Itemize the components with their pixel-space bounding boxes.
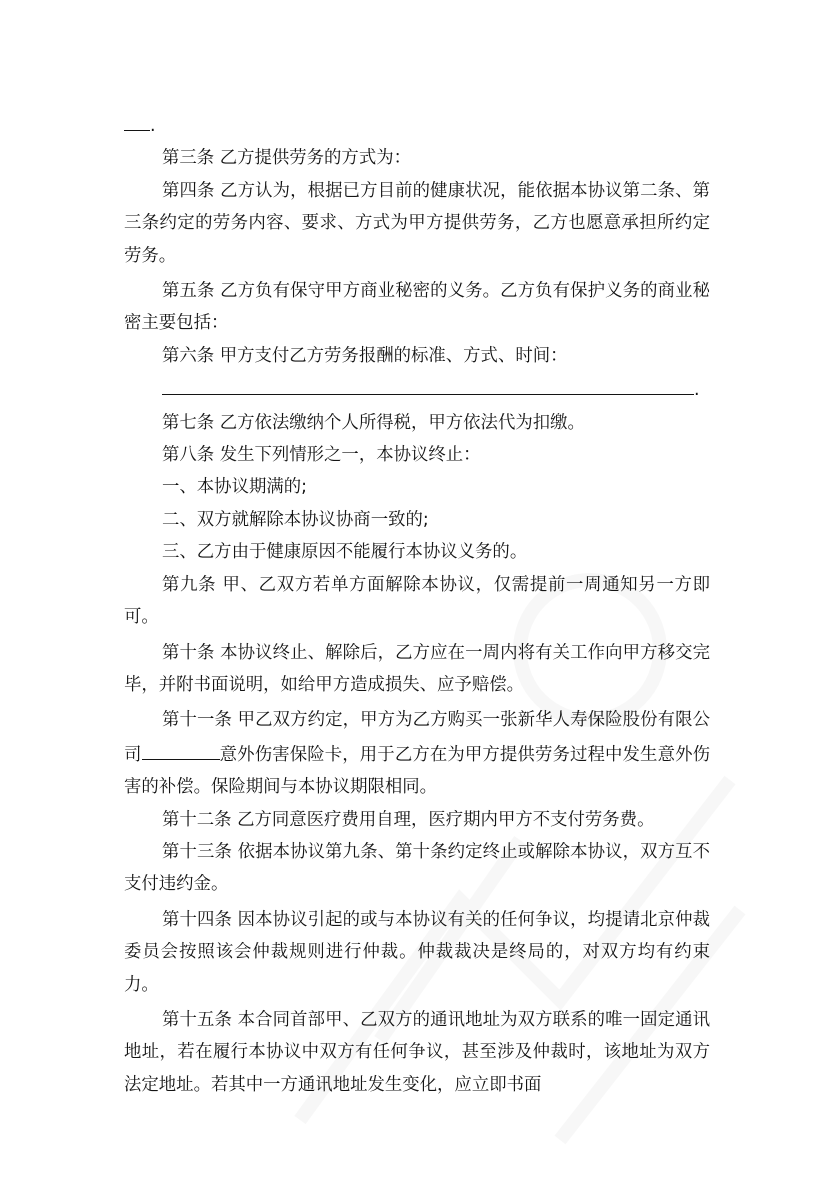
article-12: 第十二条 乙方同意医疗费用自理，医疗期内甲方不支付劳务费。: [162, 809, 655, 830]
article-11: [124, 704, 710, 803]
article-8-item-1: 一、本协议期满的;: [162, 477, 307, 498]
article-10: 第十条 本协议终止、解除后，乙方应在一周内将有关工作向甲方移交完毕，并附书面说明，如给甲方造成损失、应予赔偿。: [124, 642, 710, 695]
article-6-fill-line: [124, 372, 710, 406]
article-13: 第十三条 依据本协议第九条、第十条约定终止或解除本协议，双方互不支付违约金。: [124, 841, 711, 895]
document-body: [124, 108, 710, 1101]
period-mark: .: [150, 116, 156, 136]
article-7: 第七条 乙方依法缴纳个人所得税，甲方依法代为扣缴。: [162, 412, 585, 433]
article-5: 第五条 乙方负有保守甲方商业秘密的义务。乙方负有保护义务的商业秘密主要包括：: [124, 281, 710, 334]
article-15: 第十五条 本合同首部甲、乙双方的通讯地址为双方联系的唯一固定通讯地址，若在履行本协议中双方有任何争议，甚至涉及仲裁时，该地址为双方法定地址。若其中一方通讯地址发生变化，应立即书面: [124, 1009, 711, 1095]
article-14: 第十四条 因本协议引起的或与本协议有关的任何争议，均提请北京仲裁委员会按照该会仲裁规则进行仲裁。仲裁裁决是终局的，对双方均有约束力。: [124, 909, 711, 995]
blank-underline: [162, 372, 694, 395]
article-3: 第三条 乙方提供劳务的方式为：: [162, 148, 411, 169]
article-8-item-3: 三、乙方由于健康原因不能履行本协议义务的。: [162, 542, 528, 563]
article-8-item-2: 二、双方就解除本协议协商一致的;: [162, 509, 429, 530]
article-8: 第八条 发生下列情形之一，本协议终止：: [162, 445, 481, 466]
period-mark: .: [694, 380, 700, 401]
continuation-line: [124, 108, 710, 142]
article-4: 第四条 乙方认为，根据已方目前的健康状况，能依据本协议第二条、第三条约定的劳务内容、要求、方式为甲方提供劳务，乙方也愿意承担所约定劳务。: [124, 180, 710, 266]
blank-underline: [124, 108, 150, 131]
article-11-part-a: 第十一条 甲乙双方约定，甲方为乙方购买一张新华人寿保险股份有限公司: [124, 710, 711, 765]
article-9: 第九条 甲、乙双方若单方面解除本协议，仅需提前一周通知另一方即可。: [124, 574, 710, 628]
article-11-part-b: 意外伤害保险卡，用于乙方在为甲方提供劳务过程中发生意外伤害的补偿。保险期间与本协议期限相同。: [124, 744, 710, 798]
blank-underline: [142, 737, 220, 760]
article-6: 第六条 甲方支付乙方劳务报酬的标准、方式、时间：: [162, 345, 568, 366]
